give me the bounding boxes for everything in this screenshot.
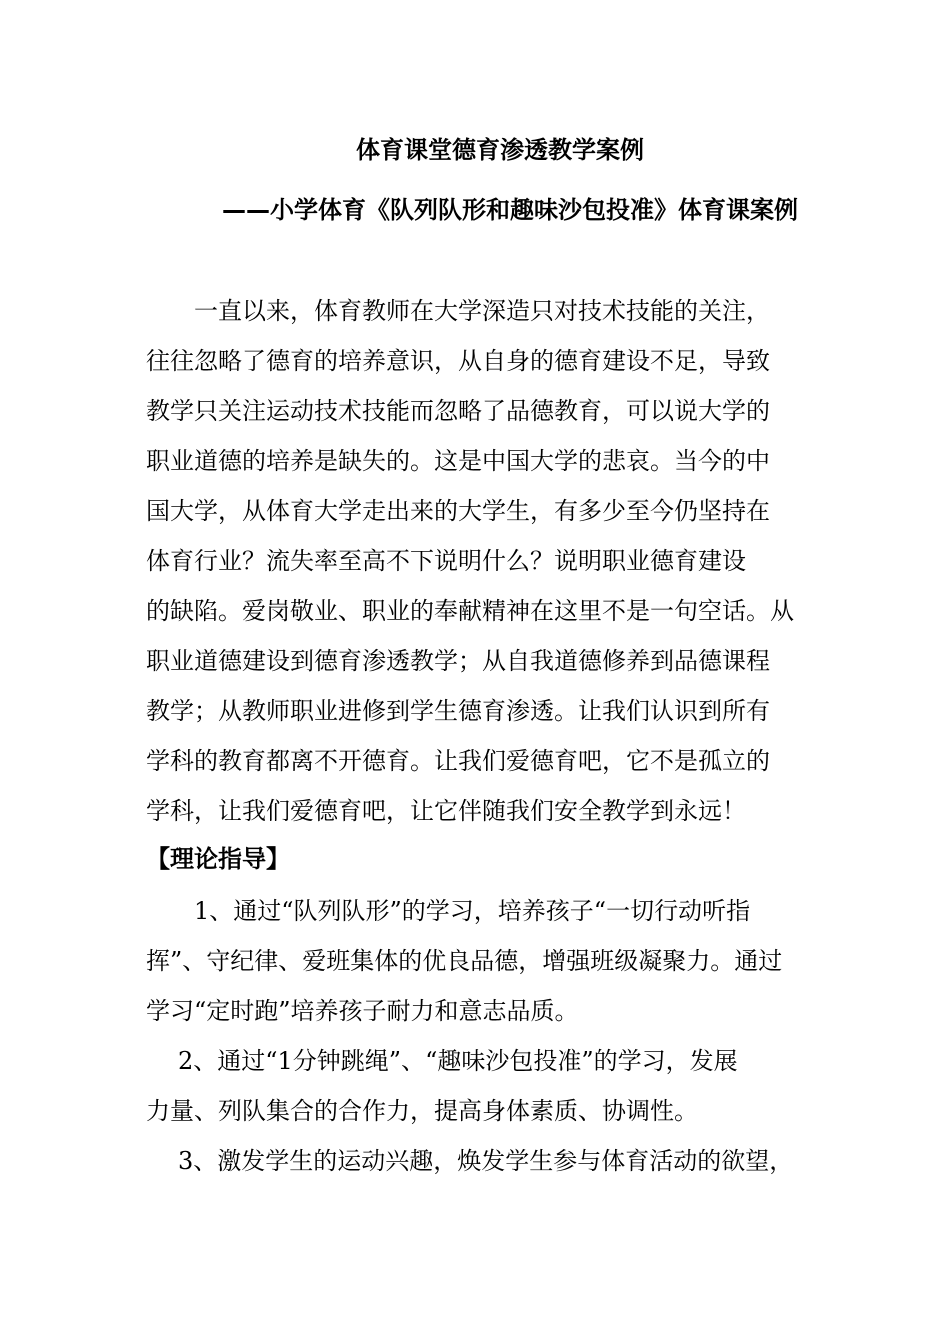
intro-line-1: 一直以来，体育教师在大学深造只对技术技能的关注，	[194, 297, 770, 325]
intro-line-4: 职业道德的培养是缺失的。这是中国大学的悲哀。当今的中	[146, 447, 770, 475]
intro-line-3: 教学只关注运动技术技能而忽略了品德教育，可以说大学的	[146, 397, 770, 425]
section-heading: 【理论指导】	[146, 845, 290, 873]
intro-line-6: 体育行业？流失率至高不下说明什么？说明职业德育建设	[146, 547, 746, 575]
guidance-line-3: 学习“定时跑”培养孩子耐力和意志品质。	[146, 997, 579, 1025]
intro-line-5: 国大学，从体育大学走出来的大学生，有多少至今仍坚持在	[146, 497, 770, 525]
intro-line-11: 学科，让我们爱德育吧，让它伴随我们安全教学到永远！	[146, 797, 746, 825]
intro-line-2: 往往忽略了德育的培养意识，从自身的德育建设不足，导致	[146, 347, 770, 375]
guidance-line-5: 力量、列队集合的合作力，提高身体素质、协调性。	[146, 1097, 698, 1125]
guidance-line-4: 2、通过“1分钟跳绳”、“趣味沙包投准”的学习，发展	[178, 1047, 738, 1075]
intro-line-10: 学科的教育都离不开德育。让我们爱德育吧，它不是孤立的	[146, 747, 770, 775]
intro-line-7: 的缺陷。爱岗敬业、职业的奉献精神在这里不是一句空话。从	[146, 597, 794, 625]
guidance-line-6: 3、激发学生的运动兴趣，焕发学生参与体育活动的欲望，	[178, 1147, 794, 1175]
document-title: 体育课堂德育渗透教学案例	[356, 136, 644, 164]
intro-line-8: 职业道德建设到德育渗透教学；从自我道德修养到品德课程	[146, 647, 770, 675]
guidance-line-1: 1、通过“队列队形”的学习，培养孩子“一切行动听指	[194, 897, 751, 925]
document-subtitle: ——小学体育《队列队形和趣味沙包投准》体育课案例	[222, 196, 798, 224]
guidance-line-2: 挥”、守纪律、爱班集体的优良品德，增强班级凝聚力。通过	[146, 947, 783, 975]
intro-line-9: 教学；从教师职业进修到学生德育渗透。让我们认识到所有	[146, 697, 770, 725]
